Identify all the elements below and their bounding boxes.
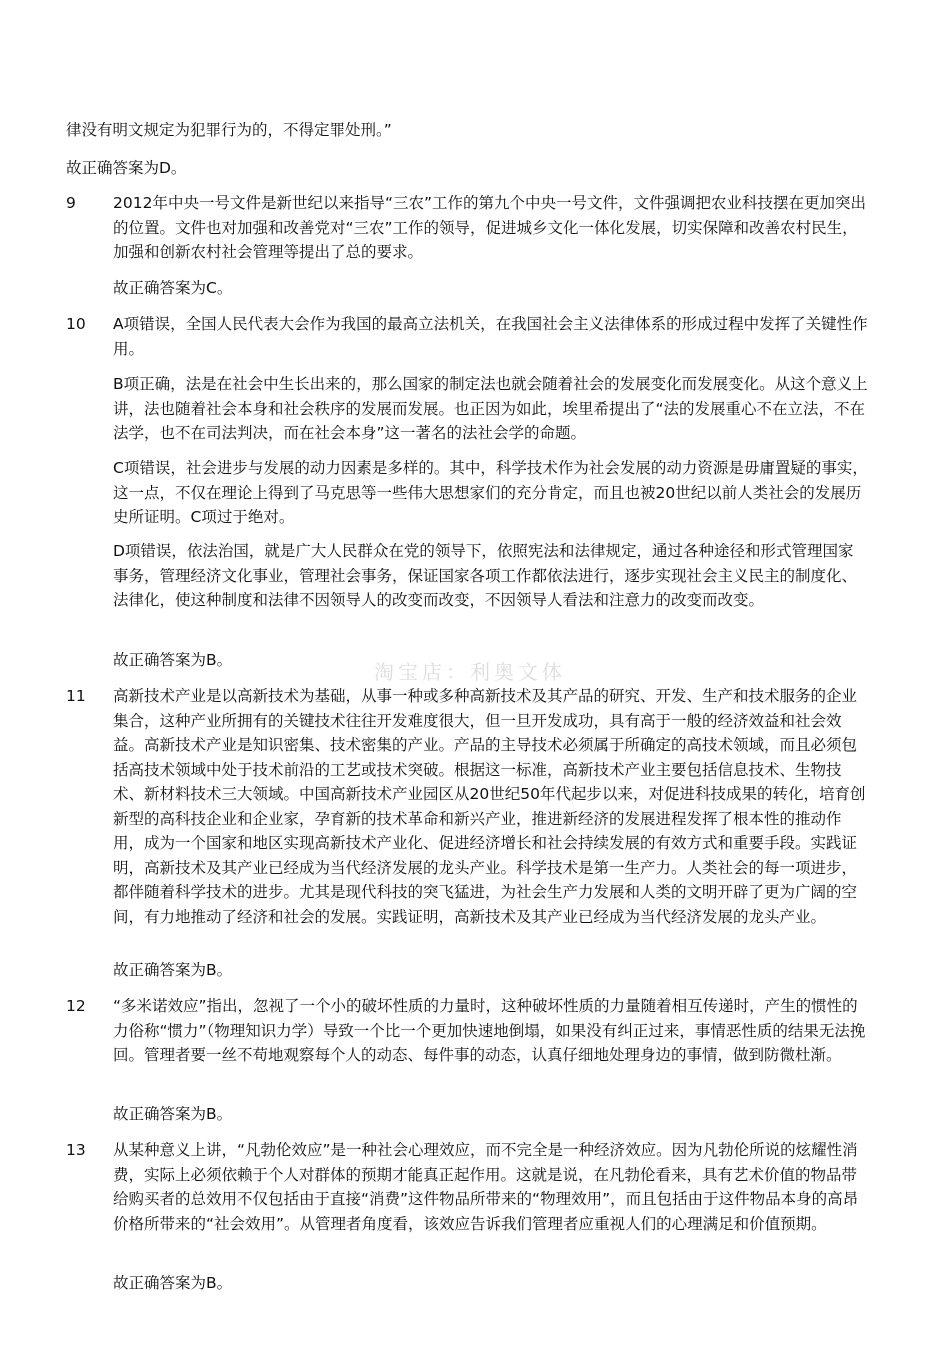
explanation-paragraph: B项正确，法是在社会中生长出来的，那么国家的制定法也就会随着社会的发展变化而发展变化。从这个意义上讲，法也随着社会本身和社会秩序的发展而发展。也正因为如此，埃里希提出了“法的发展重心不在立法，不在法学，也不在司法判决，而在社会本身”这一著名的法社会学的命题。 [113,375,868,442]
explanation-paragraph: C项错误，社会进步与发展的动力因素是多样的。其中，科学技术作为社会发展的动力资源是毋庸置疑的事实，这一点，不仅在理论上得到了马克思等一些伟大思想家们的充分肯定，而且也被20世纪以前人类社会的发展历史所证明。C项过于绝对。 [113,459,868,526]
item-number: 12 [66,997,86,1015]
item-number: 9 [66,194,76,212]
answer-line: 故正确答案为C。 [113,279,233,297]
watermark: 淘宝店：利奥文体 [374,660,566,684]
explanation-paragraph: 高新技术产业是以高新技术为基础，从事一种或多种高新技术及其产品的研究、开发、生产和技术服务的企业集合，这种产业所拥有的关键技术往往开发难度很大，但一旦开发成功，具有高于一般的经济效益和社会效益。高新技术产业是知识密集、技术密集的产业。产品的主导技术必须属于所确定的高技术领域，而且必须包括高技术领域中处于技术前沿的工艺或技术突破。根据这一标准，高新技术产业主要包括信息技术、生物技术、新材料技术三大领域。中国高新技术产业园区从20世纪50年代起步以来，对促进科技成果的转化，培育创新型的高科技企业和企业家，孕育新的技术革命和新兴产业，推进新经济的发展进程发挥了根本性的推动作用，成为一个国家和地区实现高新技术产业化、促进经济增长和社会持续发展的有效方式和重要手段。实践证明，高新技术及其产业已经成为当代经济发展的龙头产业。科学技术是第一生产力。人类社会的每一项进步，都伴随着科学技术的进步。尤其是现代科技的突飞猛进，为社会生产力发展和人类的文明开辟了更为广阔的空间，有力地推动了经济和社会的发展。实践证明，高新技术及其产业已经成为当代经济发展的龙头产业。 [113,687,866,926]
explanation-paragraph: “多米诺效应”指出，忽视了一个小的破坏性质的力量时，这种破坏性质的力量随着相互传递时，产生的惯性的力俗称“惯力”（物理知识力学）导致一个比一个更加快速地倒塌，如果没有纠正过来，事情恶性质的结果无法挽回。管理者要一丝不苟地观察每个人的动态、每件事的动态，认真仔细地处理身边的事情，做到防微杜渐。 [113,997,866,1064]
answer-line: 故正确答案为D。 [66,159,187,177]
item-number: 11 [66,687,86,705]
continuation-line: 律没有明文规定为犯罪行为的，不得定罪处刑。” [66,121,392,139]
explanation-paragraph: D项错误，依法治国，就是广大人民群众在党的领导下，依照宪法和法律规定，通过各种途径和形式管理国家事务，管理经济文化事业，管理社会事务，保证国家各项工作都依法进行，逐步实现社会主义民主的制度化、法律化，使这种制度和法律不因领导人的改变而改变，不因领导人看法和注意力的改变而改变。 [113,542,858,609]
item-number: 10 [66,315,86,333]
explanation-paragraph: 2012年中央一号文件是新世纪以来指导“三农”工作的第九个中央一号文件，文件强调把农业科技摆在更加突出的位置。文件也对加强和改善党对“三农”工作的领导，促进城乡文化一体化发展，切实保障和改善农村民生，加强和创新农村社会管理等提出了总的要求。 [113,194,867,261]
answer-line: 故正确答案为B。 [113,651,233,669]
answer-line: 故正确答案为B。 [113,1274,233,1292]
explanation-paragraph: 从某种意义上讲，“凡勃伦效应”是一种社会心理效应，而不完全是一种经济效应。因为凡勃伦所说的炫耀性消费，实际上必须依赖于个人对群体的预期才能真正起作用。这就是说，在凡勃伦看来，具有艺术价值的物品带给购买者的总效用不仅包括由于直接“消费”这件物品所带来的“物理效用”，而且包括由于这件物品本身的高昂价格所带来的“社会效用”。从管理者角度看，该效应告诉我们管理者应重视人们的心理满足和价值预期。 [113,1141,859,1233]
item-number: 13 [66,1141,86,1159]
answer-line: 故正确答案为B。 [113,961,233,979]
answer-line: 故正确答案为B。 [113,1105,233,1123]
explanation-paragraph: A项错误，全国人民代表大会作为我国的最高立法机关，在我国社会主义法律体系的形成过程中发挥了关键性作用。 [113,315,868,358]
